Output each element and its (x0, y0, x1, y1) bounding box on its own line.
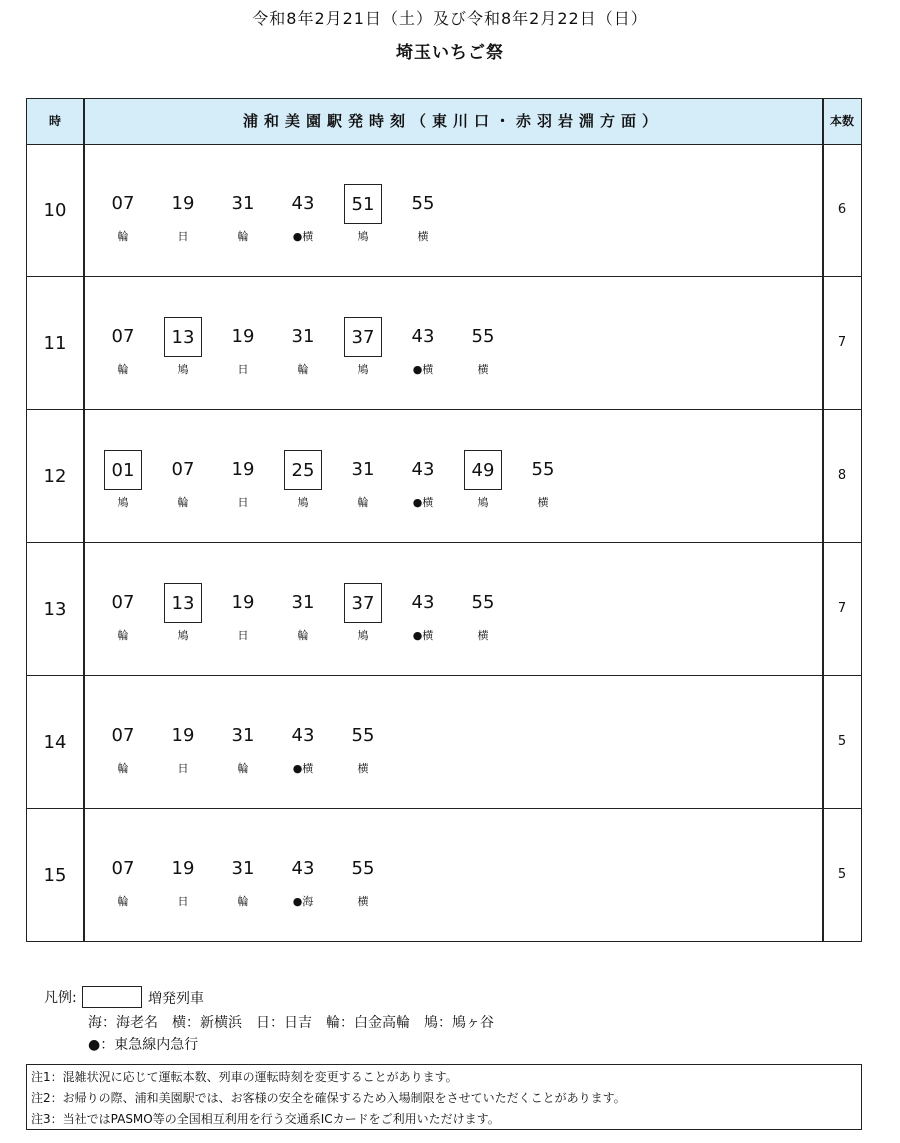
legend-label: 凡例: (44, 990, 77, 1006)
table-row (27, 144, 861, 277)
hour-cell: 15 (43, 865, 67, 886)
departure-minute: 13 (164, 583, 202, 623)
departure-destination: 横 (477, 629, 489, 642)
departure-destination: 輪 (117, 762, 129, 775)
table-row (27, 410, 861, 543)
departure-destination: ●海 (292, 895, 314, 908)
train-count-cell: 8 (837, 468, 847, 483)
column-divider (822, 99, 824, 941)
train-count-cell: 5 (837, 867, 847, 882)
departure-destination: 日 (237, 629, 249, 642)
note-2: 注2：お帰りの際、浦和美園駅では、お客様の安全を確保するため入場制限をさせていただくことがあります。 (31, 1091, 626, 1105)
departure-minute: 55 (531, 459, 555, 480)
departure-destination: 日 (177, 762, 189, 775)
departure-destination: 横 (357, 762, 369, 775)
departure-minute: 19 (171, 193, 195, 214)
departure (342, 849, 384, 913)
departure (402, 184, 444, 248)
departure-column-header: 浦和美園駅発時刻（東川口・赤羽岩淵方面） (242, 112, 663, 130)
legend-extra-train: 増発列車 (148, 991, 204, 1007)
table-row (27, 543, 861, 676)
departure-destination: 鳩 (477, 496, 489, 509)
departure (462, 317, 504, 381)
departure-minute: 07 (111, 193, 135, 214)
hour-cell: 13 (43, 599, 67, 620)
departure (222, 317, 264, 381)
departure-destination: 日 (237, 363, 249, 376)
hour-cell: 12 (43, 466, 67, 487)
train-count-cell: 5 (837, 734, 847, 749)
legend-extra-train-box (82, 986, 142, 1008)
departure-minute: 07 (171, 459, 195, 480)
legend-destinations: 海：海老名 横：新横浜 日：日吉 輪：白金高輪 鳩：鳩ヶ谷 (88, 1015, 494, 1031)
departure-destination: 横 (477, 363, 489, 376)
departure-minute: 07 (111, 326, 135, 347)
departure (102, 849, 144, 913)
departure-destination: 日 (237, 496, 249, 509)
note-3: 注3：当社ではPASMO等の全国相互利用を行う交通系ICカードをご利用いただけます。 (31, 1112, 500, 1126)
departure-minute: 43 (411, 592, 435, 613)
departure-minute: 07 (111, 592, 135, 613)
departure-destination: 輪 (117, 629, 129, 642)
table-row (27, 676, 861, 809)
notes-box (26, 1064, 862, 1130)
departure-minute: 55 (471, 326, 495, 347)
departure-minute: 37 (344, 317, 382, 357)
departure-minute: 13 (164, 317, 202, 357)
table-row (27, 809, 861, 942)
departure-destination: ●横 (292, 230, 314, 243)
departure-minute: 31 (291, 326, 315, 347)
extra-departure (462, 450, 504, 514)
departure-destination: 鳩 (357, 363, 369, 376)
departure (402, 317, 444, 381)
train-count-cell: 7 (837, 601, 847, 616)
departure-destination: 鳩 (177, 629, 189, 642)
departure-destination: 輪 (357, 496, 369, 509)
departure-destination: ●横 (292, 762, 314, 775)
departure-destination: ●横 (412, 496, 434, 509)
timetable (26, 98, 862, 942)
extra-departure (102, 450, 144, 514)
timetable-header (27, 99, 861, 145)
departure-minute: 07 (111, 858, 135, 879)
departure (162, 716, 204, 780)
hour-cell: 14 (43, 732, 67, 753)
departure-destination: 輪 (117, 895, 129, 908)
departure-destination: 輪 (117, 230, 129, 243)
departure-destination: 日 (177, 895, 189, 908)
departure-destination: 輪 (177, 496, 189, 509)
departure-destination: 輪 (297, 629, 309, 642)
departure-destination: ●横 (412, 629, 434, 642)
departure-destination: 鳩 (177, 363, 189, 376)
departure-minute: 51 (344, 184, 382, 224)
departure-minute: 43 (291, 193, 315, 214)
departure-minute: 43 (411, 326, 435, 347)
hour-cell: 11 (43, 333, 67, 354)
count-column-header: 本数 (829, 114, 854, 128)
schedule-dates: 令和8年2月21日（土）及び令和8年2月22日（日） (252, 9, 648, 28)
hour-column-header: 時 (48, 114, 61, 128)
column-divider (83, 99, 85, 941)
departure-minute: 55 (411, 193, 435, 214)
departure-minute: 19 (231, 326, 255, 347)
departure-minute: 43 (411, 459, 435, 480)
departure-minute: 19 (171, 858, 195, 879)
departure (402, 450, 444, 514)
departure-destination: 輪 (237, 230, 249, 243)
departure-minute: 43 (291, 858, 315, 879)
departure-minute: 07 (111, 725, 135, 746)
departure-minute: 01 (104, 450, 142, 490)
departure-minute: 31 (231, 858, 255, 879)
departure (462, 583, 504, 647)
departure-minute: 31 (291, 592, 315, 613)
departure-destination: 輪 (237, 895, 249, 908)
departure (162, 184, 204, 248)
departure-destination: 輪 (117, 363, 129, 376)
departure (282, 583, 324, 647)
departure (282, 317, 324, 381)
departure-minute: 55 (471, 592, 495, 613)
departure-destination: 輪 (237, 762, 249, 775)
departure-minute: 25 (284, 450, 322, 490)
departure (162, 450, 204, 514)
departure-destination: ●横 (412, 363, 434, 376)
departure-destination: 鳩 (357, 230, 369, 243)
departure-minute: 31 (351, 459, 375, 480)
extra-departure (342, 184, 384, 248)
departure (102, 184, 144, 248)
departure-minute: 55 (351, 858, 375, 879)
departure-minute: 31 (231, 725, 255, 746)
extra-departure (282, 450, 324, 514)
departure-minute: 49 (464, 450, 502, 490)
event-title: 埼玉いちご祭 (396, 43, 504, 63)
departure (162, 849, 204, 913)
departure-minute: 43 (291, 725, 315, 746)
departure (282, 184, 324, 248)
departure (222, 450, 264, 514)
departure-destination: 鳩 (297, 496, 309, 509)
departure (222, 583, 264, 647)
departure-minute: 37 (344, 583, 382, 623)
departure (222, 849, 264, 913)
departure (102, 716, 144, 780)
departure (282, 716, 324, 780)
departure-destination: 横 (417, 230, 429, 243)
departure (342, 716, 384, 780)
departure (102, 317, 144, 381)
departure-destination: 鳩 (357, 629, 369, 642)
hour-cell: 10 (43, 200, 67, 221)
note-1: 注1：混雑状況に応じて運転本数、列車の運転時刻を変更することがあります。 (31, 1070, 458, 1084)
departure-destination: 横 (537, 496, 549, 509)
departure-destination: 鳩 (117, 496, 129, 509)
departure-minute: 55 (351, 725, 375, 746)
extra-departure (342, 583, 384, 647)
departure (222, 716, 264, 780)
departure-minute: 19 (231, 592, 255, 613)
departure (222, 184, 264, 248)
departure (102, 583, 144, 647)
departure-minute: 31 (231, 193, 255, 214)
departure-destination: 横 (357, 895, 369, 908)
table-row (27, 277, 861, 410)
departure-minute: 19 (231, 459, 255, 480)
train-count-cell: 6 (837, 202, 847, 217)
departure-destination: 輪 (297, 363, 309, 376)
extra-departure (342, 317, 384, 381)
departure (282, 849, 324, 913)
departure (402, 583, 444, 647)
extra-departure (162, 583, 204, 647)
departure (522, 450, 564, 514)
extra-departure (162, 317, 204, 381)
departure-destination: 日 (177, 230, 189, 243)
legend-express: ●：東急線内急行 (88, 1037, 199, 1053)
departure-minute: 19 (171, 725, 195, 746)
train-count-cell: 7 (837, 335, 847, 350)
departure (342, 450, 384, 514)
